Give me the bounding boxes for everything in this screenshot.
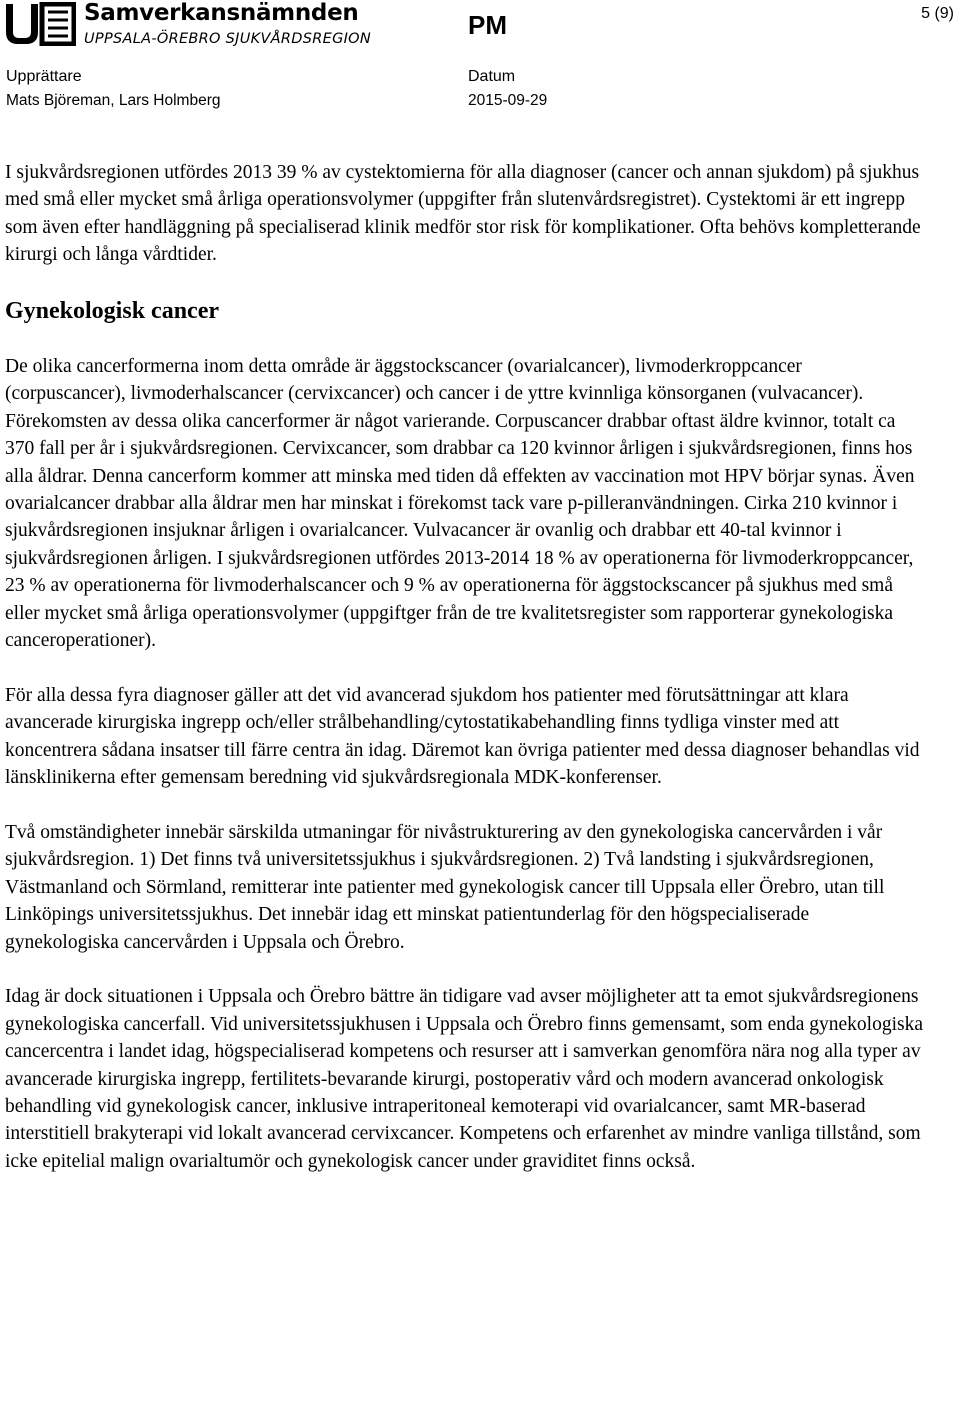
date-label: Datum <box>468 68 516 85</box>
author-value: Mats Björeman, Lars Holmberg <box>6 92 221 109</box>
intro-paragraph: I sjukvårdsregionen utfördes 2013 39 % av cystektomierna för alla diagnoser (cancer och annan sjukdom) på sjukhus med små eller mycket små årliga operationsvolymer (uppgifter från slutenvårdsregistret). Cystektomi är ett ingrepp som även efter handläggning på specialiserad klinik medför stor risk för komplikationer. Ofta behövs kompletterande kirurgi och långa vårdtider. <box>5 162 921 266</box>
date-value: 2015-09-29 <box>468 92 548 109</box>
region-logo-icon <box>4 2 76 46</box>
organization-name: Samverkansnämnden <box>84 0 359 26</box>
document-body <box>5 159 925 1203</box>
author-label: Upprättare <box>6 68 82 85</box>
section-heading: Gynekologisk cancer <box>5 298 219 325</box>
body-paragraph: För alla dessa fyra diagnoser gäller att det vid avancerad sjukdom hos patienter med förutsättningar att klara avancerade kirurgiska ingrepp och/eller strålbehandling/cytostatikabehandling finns tydliga vinster med att koncentrera sådana insatser till färre centra än idag. Däremot kan övriga patienter med dessa diagnoser behandlas vid länsklinikerna efter gemensam beredning vid sjukvårdsregionala MDK-konferenser. <box>5 684 920 789</box>
document-header <box>0 0 960 120</box>
page-number: 5 (9) <box>921 5 954 22</box>
body-paragraph: Två omständigheter innebär särskilda utmaningar för nivåstrukturering av den gynekologiska cancervården i vår sjukvårdsregion. 1) Det finns två universitetssjukhus i sjukvårdsregionen. 2) Två landsting i sjukvårdsregionen, Västmanland och Sörmland, remitterar inte patienter med gynekologisk cancer till Uppsala eller Örebro, utan till Linköpings universitetssjukhus. Det innebär idag ett minskat patientunderlag för den högspecialiserade gynekologiska cancervården i Uppsala och Örebro. <box>5 821 885 953</box>
document-type: PM <box>468 10 507 40</box>
organization-subtitle: UPPSALA-ÖREBRO SJUKVÅRDSREGION <box>84 31 372 47</box>
body-paragraph: Idag är dock situationen i Uppsala och Örebro bättre än tidigare vad avser möjligheter att ta emot sjukvårdsregionens gynekologiska cancerfall. Vid universitetssjukhusen i Uppsala och Örebro finns gemensamt, som enda gynekologiska cancercentra i landet idag, högspecialiserad kompetens och resurser att i samverkan genomföra nära nog alla typer av avancerade kirurgiska ingrepp, fertilitets-bevarande kirurgi, postoperativ vård och modern avancerad onkologisk behandling vid gynekologisk cancer, inklusive intraperitoneal kemoterapi vid ovarialcancer, samt MR-baserad interstitiell brakyterapi vid lokalt avancerad cervixcancer. Kompetens och erfarenhet av mindre vanliga tillstånd, som icke epitelial malign ovarialtumör och gynekologisk cancer under graviditet finns också. <box>5 986 924 1172</box>
body-paragraph: De olika cancerformerna inom detta område är äggstockscancer (ovarialcancer), livmoderkroppcancer (corpuscancer), livmoderhalscancer (cervixcancer) och cancer i de yttre kvinnliga könsorganen (vulvacancer). Förekomsten av dessa olika cancerformer är något varierande. Corpuscancer drabbar oftast äldre kvinnor, totalt ca 370 fall per år i sjukvårdsregionen. Cervixcancer, som drabbar ca 120 kvinnor årligen i sjukvårdsregionen, finns hos alla åldrar. Denna cancerform kommer att minska med tiden då effekten av vaccination mot HPV börjar synas. Även ovarialcancer drabbar alla åldrar men har minskat i förekomst tack vare p-pilleranvändningen. Cirka 210 kvinnor i sjukvårdsregionen insjuknar årligen i ovarialcancer. Vulvacancer är ovanlig och drabbar ett 40-tal kvinnor i sjukvårdsregionen årligen. I sjukvårdsregionen utfördes 2013-2014 18 % av operationerna för livmoderkroppcancer, 23 % av operationerna för livmoderhalscancer och 9 % av operationerna för äggstockscancer på sjukhus med små eller mycket små årliga operationsvolymer (uppgiftger från de tre kvalitetsregister som rapporterar gynekologiska canceroperationer). <box>5 356 915 652</box>
